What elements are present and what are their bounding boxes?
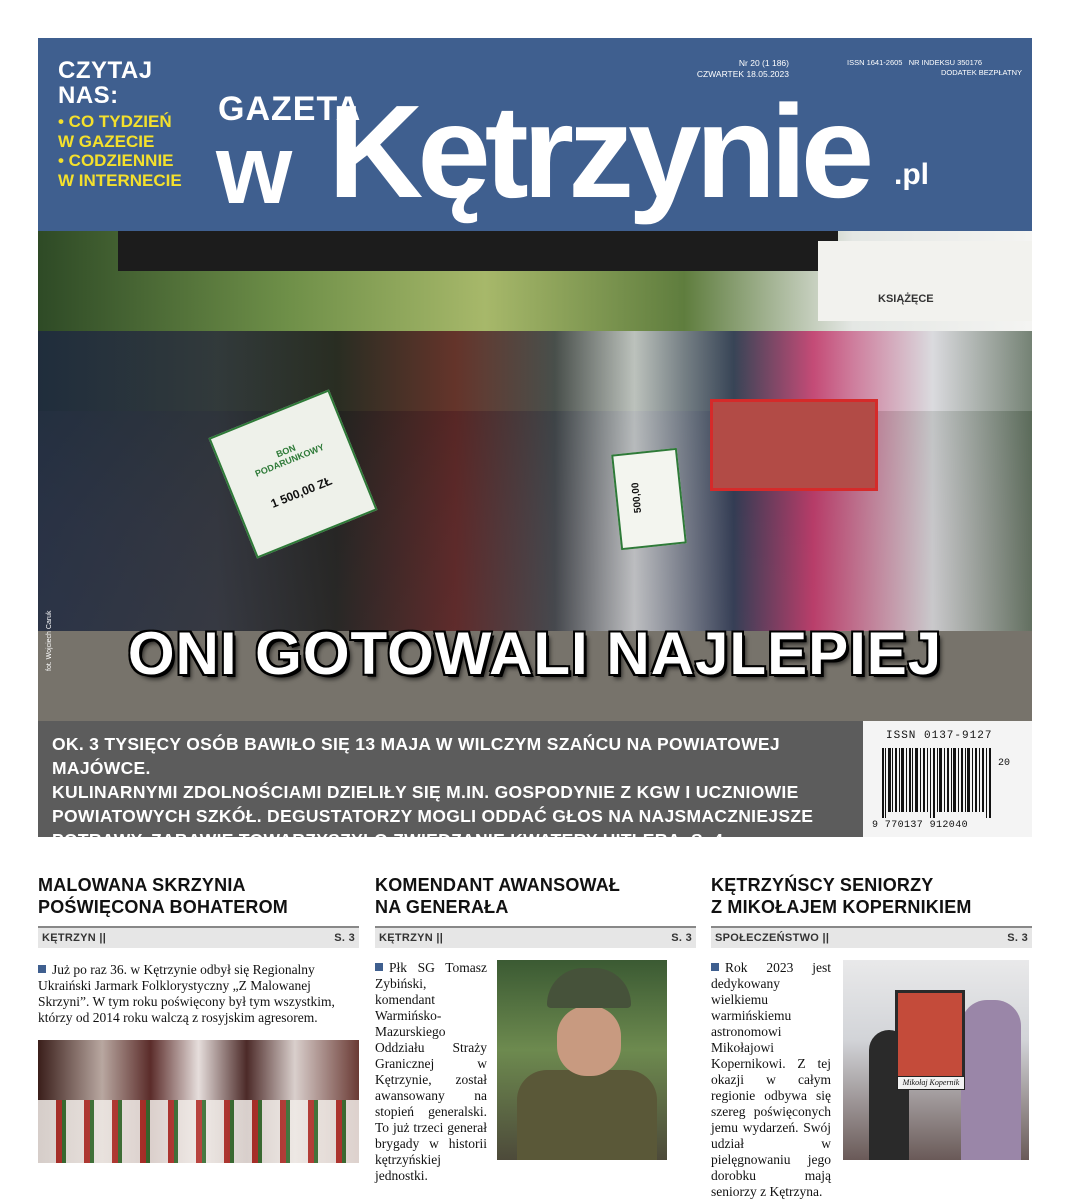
bullet-square-icon <box>38 965 46 973</box>
article-general[interactable] <box>375 874 696 1184</box>
bullet-square-icon <box>711 963 719 971</box>
article-body <box>711 960 831 1200</box>
article-text: Płk SG Tomasz Zybiński, komendant Warmińsko-Mazurskiego Oddziału Straży Granicznej w Kętrzynie, został awansowany na stopień generalski. To już trzeci generał brygady w historii kętrzyńskiej jednostki. <box>375 960 487 1183</box>
lead-line: OK. 3 TYSIĘCY OSÓB BAWIŁO SIĘ 13 MAJA W WILCZYM SZAŃCU NA POWIATOWEJ MAJÓWCE. <box>52 734 780 778</box>
portrait-caption: Mikołaj Kopernik <box>897 1076 965 1090</box>
barcode-icon <box>882 748 992 818</box>
cover-headline: ONI GOTOWALI NAJLEPIEJ <box>127 620 943 687</box>
barcode-issn: ISSN 0137-9127 <box>886 730 993 742</box>
cover-photo <box>38 231 1032 721</box>
promo-item-daily-b: W INTERNECIE <box>58 171 182 191</box>
title-w: w <box>216 114 290 224</box>
article-body <box>375 960 487 1184</box>
article-title-line-1: KĘTRZYŃSCY SENIORZY <box>711 875 934 895</box>
article-title[interactable] <box>375 874 696 920</box>
article-title-line-1: MALOWANA SKRZYNIA <box>38 875 246 895</box>
article-photo-officer <box>497 960 667 1160</box>
article-body <box>38 962 359 1026</box>
article-page: S. 3 <box>671 932 692 944</box>
issn-label: ISSN 1641-2605 <box>847 58 903 67</box>
promo-item-weekly-b: W GAZECIE <box>58 131 155 151</box>
article-page: S. 3 <box>334 932 355 944</box>
title-gazeta: GAZETA <box>218 90 362 128</box>
article-content <box>711 960 1032 1200</box>
article-section: KĘTRZYN || <box>42 932 107 944</box>
voucher-large-label: BON PODARUNKOWY <box>253 441 326 479</box>
supplement-label: DODATEK BEZPŁATNY <box>941 68 1022 78</box>
article-page: S. 3 <box>1007 932 1028 944</box>
voucher-large-amount: 1 500,00 ZŁ <box>268 473 335 511</box>
article-title-line-2: Z MIKOŁAJEM KOPERNIKIEM <box>711 897 972 917</box>
voucher-small <box>611 448 687 550</box>
cover-lead <box>38 721 863 850</box>
lead-line: POWIATOWYCH SZKÓŁ. DEGUSTATORZY MOGLI ODDAĆ GŁOS NA NAJSMACZNIEJSZE <box>52 806 814 826</box>
photo-cap <box>547 968 631 1008</box>
issue-info <box>691 58 789 79</box>
lead-line: KULINARNYMI ZDOLNOŚCIAMI DZIELIŁY SIĘ M.IN. GOSPODYNIE Z KGW I UCZNIOWIE <box>52 782 799 802</box>
promo-item-weekly <box>58 112 182 190</box>
article-rubric <box>711 926 1032 948</box>
photo-white-tent <box>818 241 1032 321</box>
promo-box <box>58 58 182 191</box>
title-city: Kętrzynie <box>328 78 869 225</box>
article-rubric <box>38 926 359 948</box>
photo-face <box>557 1006 621 1076</box>
article-title[interactable] <box>711 874 1032 920</box>
photo-person-right <box>961 1000 1021 1160</box>
title-domain: .pl <box>894 158 929 191</box>
promo-item-weekly-a: • CO TYDZIEŃ <box>58 112 172 132</box>
issue-number: Nr 20 (1 186) <box>738 58 789 68</box>
promo-line-2: NAS: <box>58 82 119 110</box>
article-jarmark[interactable] <box>38 874 359 1163</box>
article-seniors[interactable] <box>711 874 1032 1200</box>
photo-credit: fot. Wojciech Caruk <box>46 610 53 671</box>
promo-item-daily-a: • CODZIENNIE <box>58 151 174 171</box>
promo-line-1: CZYTAJ <box>58 57 153 84</box>
article-text: Już po raz 36. w Kętrzynie odbył się Regionalny Ukraiński Jarmark Folklorystyczny „Z Malowanej Skrzyni”. W tym roku poświęcony był tym wszystkim, którzy od 2014 roku walczą z rosyjskim agresorem. <box>38 962 335 1025</box>
article-title-line-2: POŚWIĘCONA BOHATEROM <box>38 897 288 917</box>
gift-box <box>710 399 878 491</box>
voucher-small-amount: 500,00 <box>630 481 645 514</box>
issn-info <box>847 58 1027 78</box>
article-title-line-2: NA GENERAŁA <box>375 897 509 917</box>
photo-tent <box>118 231 838 271</box>
article-photo-copernicus <box>843 960 1029 1160</box>
article-title-line-1: KOMENDANT AWANSOWAŁ <box>375 875 621 895</box>
article-section: KĘTRZYN || <box>379 932 444 944</box>
lead-line: POTRAWY. ZABAWIE TOWARZYSZYŁO ZWIEDZANIE KWATERY HITLERA. S. 4 <box>52 830 724 850</box>
barcode-number: 9 770137 912040 <box>872 820 969 831</box>
article-photo-dancers <box>38 1040 359 1163</box>
article-rubric <box>375 926 696 948</box>
article-text: Rok 2023 jest dedykowany wielkiemu warmińskiemu astronomowi Mikołajowi Kopernikowi. Z tej okazji w całym regionie odbywa się szereg poświęconych jemu wydarzeń. Swój udział w pielęgnowaniu jego dorobku mają seniorzy z Kętrzyna. <box>711 960 831 1199</box>
sign-text: KSIĄŻĘCE <box>878 293 934 305</box>
bullet-square-icon <box>375 963 383 971</box>
photo-costumes <box>38 1100 359 1163</box>
photo-uniform <box>517 1070 657 1160</box>
barcode-issue: 20 <box>998 758 1011 769</box>
article-title[interactable] <box>38 874 359 920</box>
photo-portrait <box>895 990 965 1090</box>
article-section: SPOŁECZEŃSTWO || <box>715 932 830 944</box>
article-content <box>375 960 696 1184</box>
index-label: NR INDEKSU 350176 <box>908 58 983 67</box>
masthead <box>38 38 1032 231</box>
issue-date: CZWARTEK 18.05.2023 <box>696 68 789 79</box>
